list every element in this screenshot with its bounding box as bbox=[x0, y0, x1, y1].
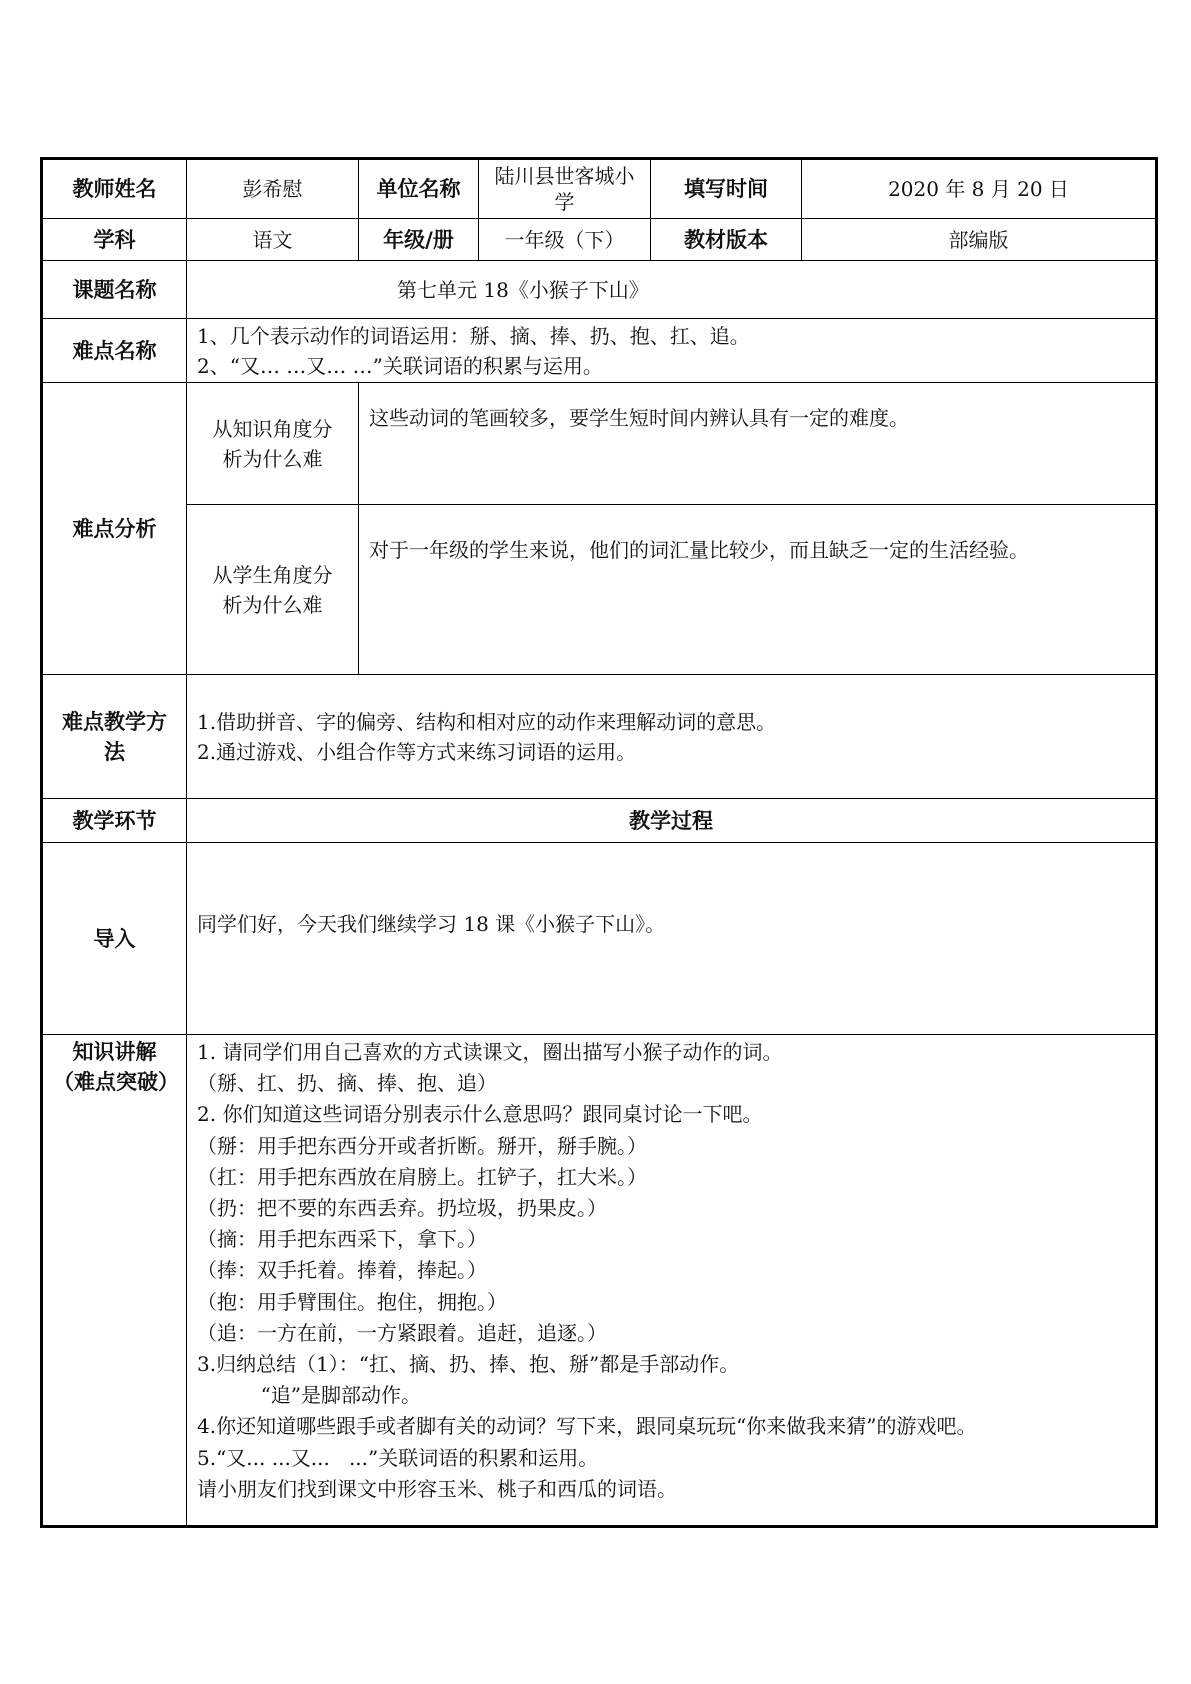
row-analysis-knowledge bbox=[42, 383, 1157, 505]
analysis-knowledge-label: 从知识角度分析为什么难 bbox=[187, 383, 359, 505]
process-label: 教学过程 bbox=[187, 799, 1157, 843]
topic-value: 第七单元 18《小猴子下山》 bbox=[187, 261, 1157, 319]
analysis-student-label: 从学生角度分析为什么难 bbox=[187, 505, 359, 675]
lesson-plan-sheet bbox=[40, 157, 1155, 1528]
teacher-value: 彭希慰 bbox=[187, 159, 359, 219]
row-difficulty bbox=[42, 319, 1157, 383]
difficulty-line-2: 2、“又… …又… …”关联词语的积累与运用。 bbox=[197, 353, 603, 378]
method-line-2: 2.通过游戏、小组合作等方式来练习词语的运用。 bbox=[197, 739, 637, 764]
knowledge-line: 3.归纳总结（1）：“扛、摘、扔、捧、抱、掰”都是手部动作。 bbox=[197, 1352, 740, 1377]
knowledge-line: 4.你还知道哪些跟手或者脚有关的动词？写下来，跟同桌玩玩“你来做我来猜”的游戏吧。 bbox=[197, 1414, 977, 1439]
analysis-student-text: 对于一年级的学生来说，他们的词汇量比较少，而且缺乏一定的生活经验。 bbox=[359, 505, 1157, 675]
knowledge-line: （扔：把不要的东西丢弃。扔垃圾，扔果皮。） bbox=[197, 1196, 607, 1221]
unit-value: 陆川县世客城小学 bbox=[479, 159, 651, 219]
stage-label: 教学环节 bbox=[42, 799, 187, 843]
knowledge-line: （掰：用手把东西分开或者折断。掰开，掰手腕。） bbox=[197, 1133, 647, 1158]
row-subject bbox=[42, 219, 1157, 261]
subject-label: 学科 bbox=[42, 219, 187, 261]
edition-label: 教材版本 bbox=[651, 219, 802, 261]
analysis-label: 难点分析 bbox=[42, 383, 187, 675]
analysis-knowledge-text: 这些动词的笔画较多，要学生短时间内辨认具有一定的难度。 bbox=[359, 383, 1157, 505]
row-analysis-student bbox=[42, 505, 1157, 675]
knowledge-label-2: （难点突破） bbox=[53, 1070, 179, 1094]
knowledge-line: （追：一方在前，一方紧跟着。追赶，追逐。） bbox=[197, 1320, 607, 1345]
difficulty-content bbox=[187, 319, 1157, 383]
knowledge-line: 2. 你们知道这些词语分别表示什么意思吗？跟同桌讨论一下吧。 bbox=[197, 1102, 763, 1127]
intro-label: 导入 bbox=[42, 843, 187, 1035]
edition-value: 部编版 bbox=[802, 219, 1157, 261]
knowledge-line: （摘：用手把东西采下，拿下。） bbox=[197, 1227, 487, 1252]
grade-value: 一年级（下） bbox=[479, 219, 651, 261]
knowledge-line: （扛：用手把东西放在肩膀上。扛铲子，扛大米。） bbox=[197, 1164, 647, 1189]
knowledge-line: （抱：用手臂围住。抱住，拥抱。） bbox=[197, 1289, 507, 1314]
teacher-label: 教师姓名 bbox=[42, 159, 187, 219]
row-method bbox=[42, 675, 1157, 799]
knowledge-line: “追”是脚部动作。 bbox=[197, 1383, 422, 1408]
row-topic bbox=[42, 261, 1157, 319]
method-line-1: 1.借助拼音、字的偏旁、结构和相对应的动作来理解动词的意思。 bbox=[197, 709, 777, 734]
knowledge-label-cell bbox=[42, 1035, 187, 1527]
knowledge-line: 5.“又... ...又... ...”关联词语的积累和运用。 bbox=[197, 1445, 599, 1470]
knowledge-line: （捧：双手托着。捧着，捧起。） bbox=[197, 1258, 487, 1283]
time-label: 填写时间 bbox=[651, 159, 802, 219]
time-value: 2020 年 8 月 20 日 bbox=[802, 159, 1157, 219]
knowledge-line: 1. 请同学们用自己喜欢的方式读课文，圈出描写小猴子动作的词。 bbox=[197, 1040, 783, 1064]
knowledge-content bbox=[187, 1035, 1157, 1527]
difficulty-label: 难点名称 bbox=[42, 319, 187, 383]
unit-label: 单位名称 bbox=[359, 159, 479, 219]
row-teacher bbox=[42, 159, 1157, 219]
row-intro bbox=[42, 843, 1157, 1035]
grade-label: 年级/册 bbox=[359, 219, 479, 261]
knowledge-label-1: 知识讲解 bbox=[72, 1040, 157, 1064]
subject-value: 语文 bbox=[187, 219, 359, 261]
knowledge-line: 请小朋友们找到课文中形容玉米、桃子和西瓜的词语。 bbox=[197, 1476, 677, 1501]
row-knowledge bbox=[42, 1035, 1157, 1527]
knowledge-line: （掰、扛、扔、摘、捧、抱、追） bbox=[197, 1071, 497, 1096]
row-process-header bbox=[42, 799, 1157, 843]
method-content bbox=[187, 675, 1157, 799]
intro-text: 同学们好，今天我们继续学习 18 课《小猴子下山》。 bbox=[187, 843, 1157, 1035]
difficulty-line-1: 1、几个表示动作的词语运用：掰、摘、捧、扔、抱、扛、追。 bbox=[197, 323, 750, 348]
method-label: 难点教学方法 bbox=[42, 675, 187, 799]
topic-label: 课题名称 bbox=[42, 261, 187, 319]
lesson-plan-table bbox=[40, 157, 1158, 1528]
